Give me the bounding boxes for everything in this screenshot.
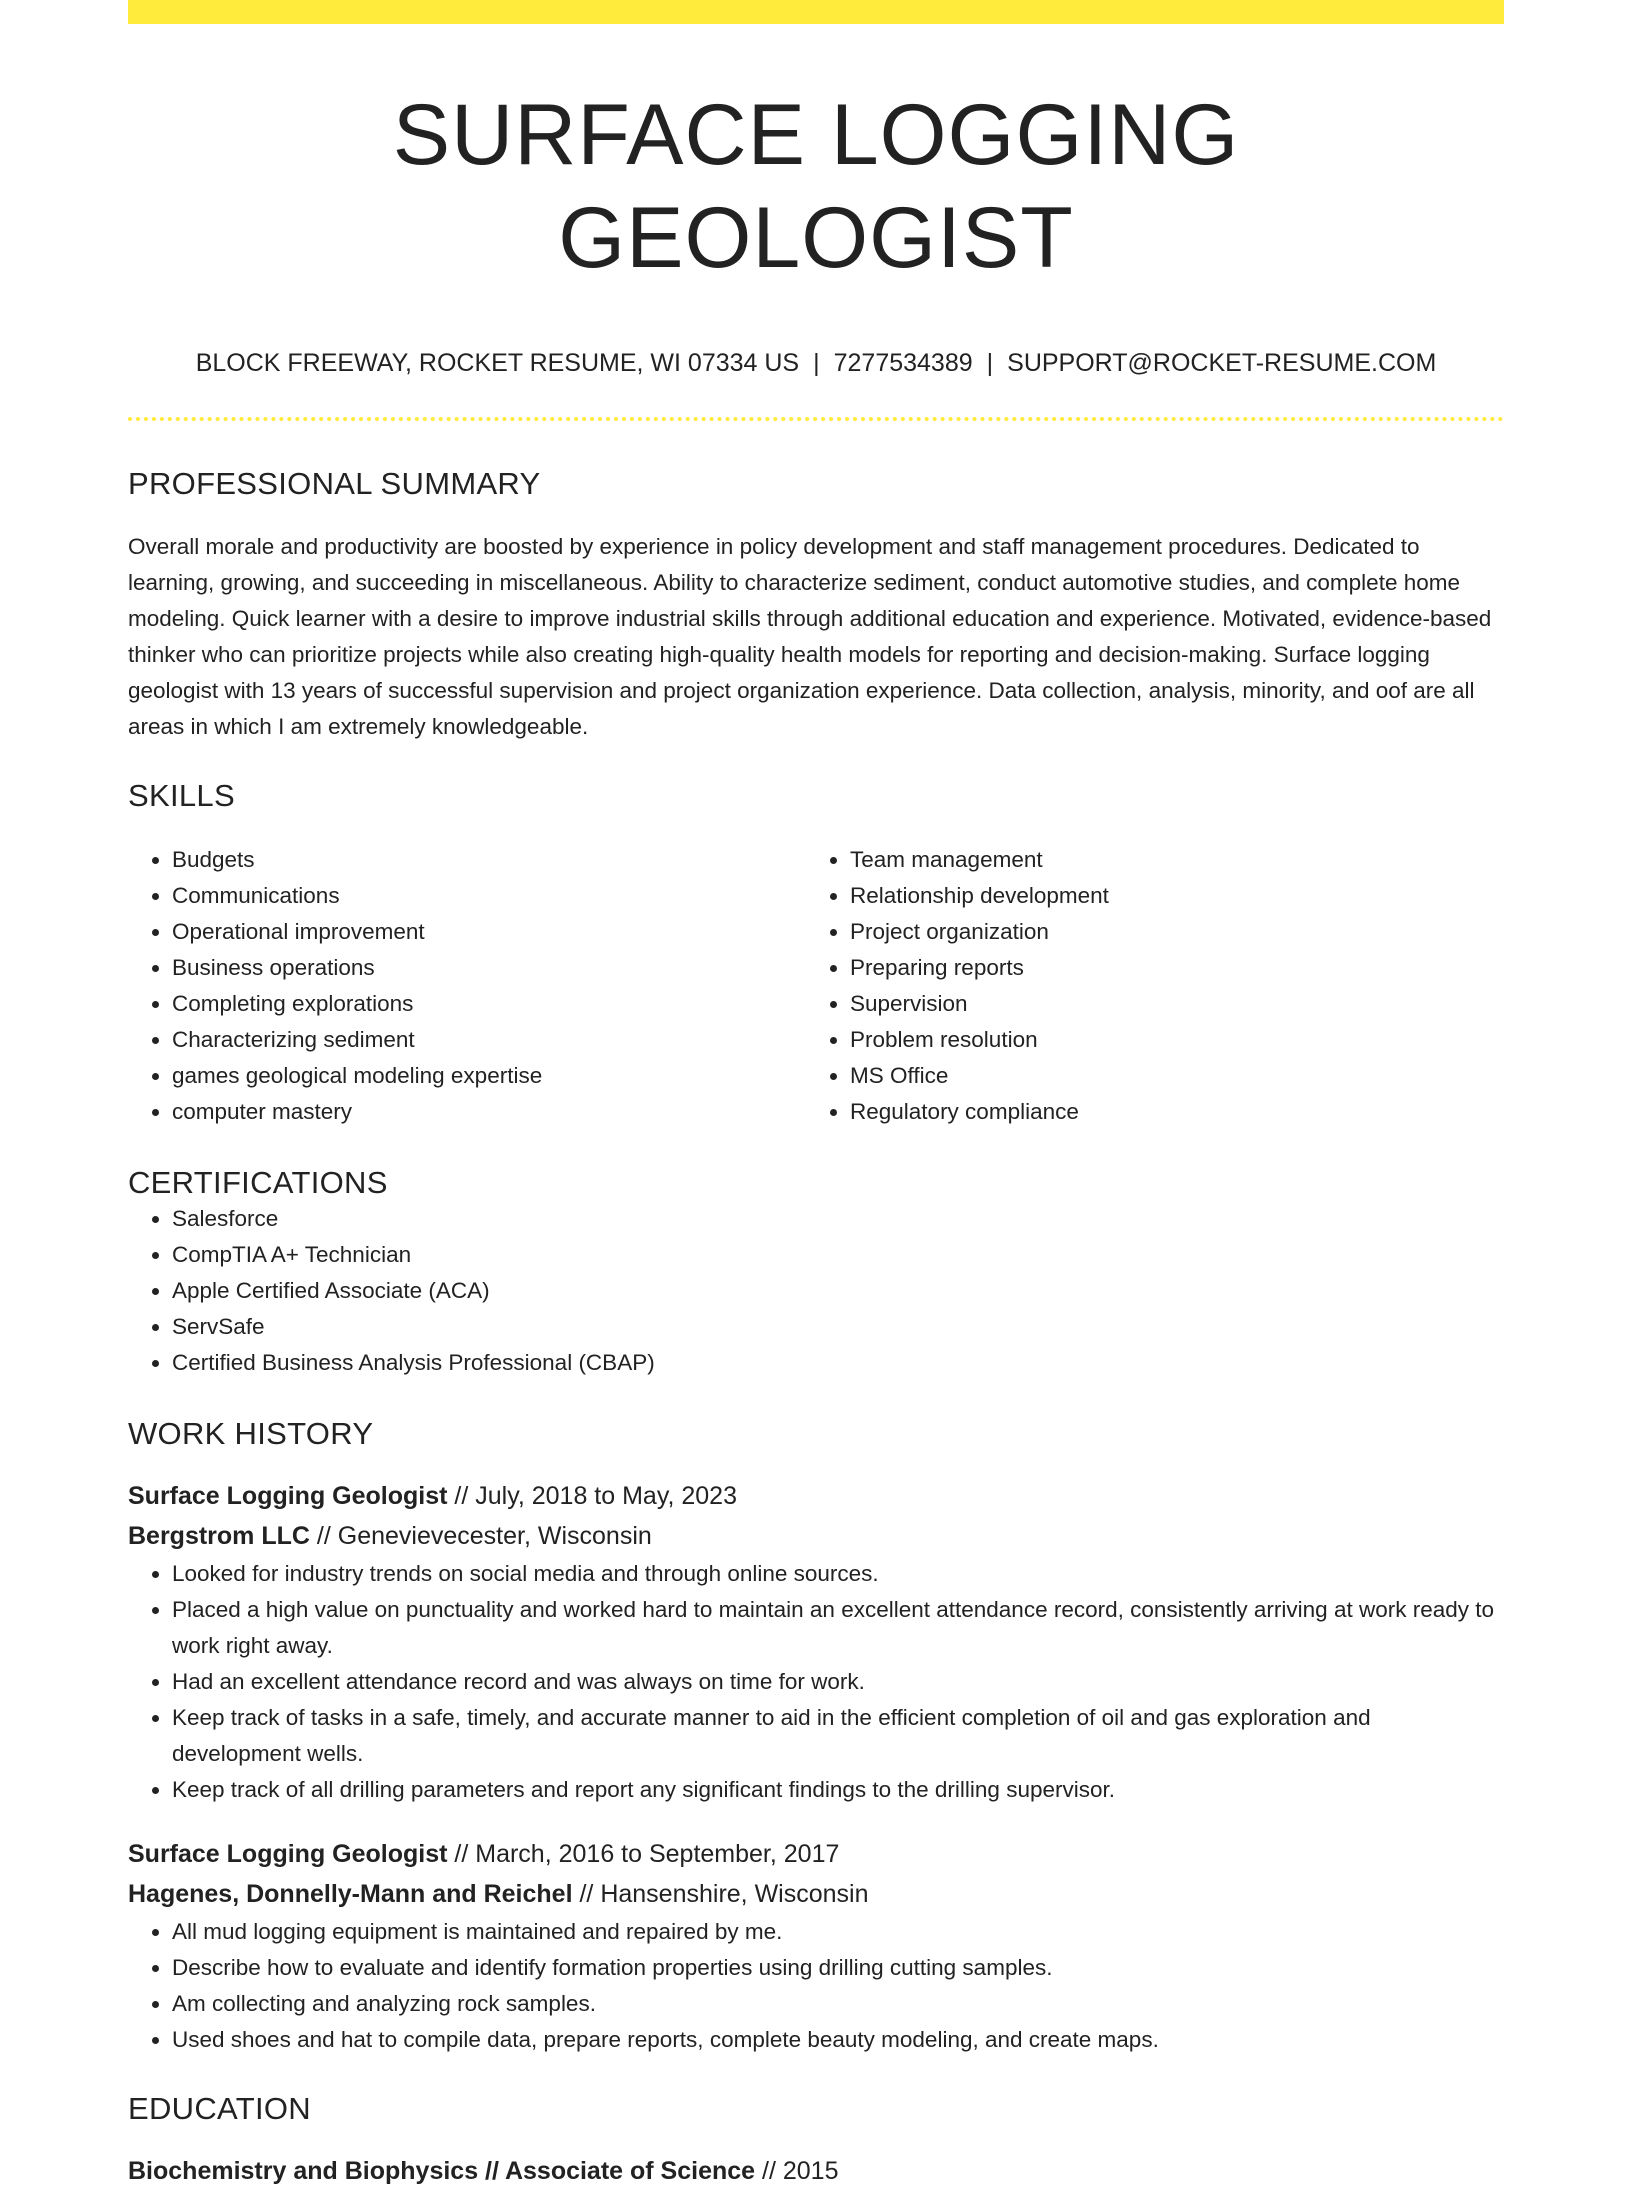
education-degree: Biochemistry and Biophysics // Associate of Science (128, 2157, 756, 2186)
job-title-line (128, 1476, 1504, 1516)
certification-item: • Salesforce (172, 1201, 1504, 1237)
job-duties-list (128, 1914, 1504, 2058)
job-duty-item: • All mud logging equipment is maintained and repaired by me. (172, 1914, 1504, 1950)
education-line (128, 2151, 1504, 2191)
resume-page (128, 0, 1504, 2191)
certifications-list (128, 1201, 1504, 1381)
skills-list (128, 842, 1504, 1130)
contact-phone: 7277534389 (833, 349, 973, 378)
skill-item: • Operational improvement (172, 914, 806, 950)
skills-right-column (806, 842, 1484, 1130)
job-duty-item: • Am collecting and analyzing rock samples. (172, 1986, 1504, 2022)
job-duty-item: • Had an excellent attendance record and was always on time for work. (172, 1664, 1504, 1700)
job-location: // Hansenshire, Wisconsin (572, 1880, 869, 1909)
job-duty-item: • Keep track of all drilling parameters and report any significant findings to the drilling supervisor. (172, 1772, 1504, 1808)
job-role: Surface Logging Geologist (128, 1482, 448, 1511)
skill-item: • Characterizing sediment (172, 1022, 806, 1058)
contact-email: SUPPORT@ROCKET-RESUME.COM (1007, 349, 1437, 378)
skill-item: • Supervision (850, 986, 1484, 1022)
job-duty-item: • Placed a high value on punctuality and worked hard to maintain an excellent attendance record, consistently arriving at work ready to work right away. (172, 1592, 1504, 1664)
summary-heading: PROFESSIONAL SUMMARY (128, 466, 541, 502)
job-role: Surface Logging Geologist (128, 1840, 448, 1869)
job-location: // Genevievecester, Wisconsin (309, 1522, 652, 1551)
skill-item: • MS Office (850, 1058, 1484, 1094)
job-dates: // March, 2016 to September, 2017 (447, 1840, 840, 1869)
skill-item: • computer mastery (172, 1094, 806, 1130)
skill-item: • Preparing reports (850, 950, 1484, 986)
top-accent-bar (128, 0, 1504, 24)
certifications-heading: CERTIFICATIONS (128, 1164, 388, 1200)
skill-item: • Relationship development (850, 878, 1484, 914)
skill-item: • Problem resolution (850, 1022, 1484, 1058)
work-history-heading: WORK HISTORY (128, 1415, 374, 1451)
skills-heading: SKILLS (128, 777, 235, 813)
job-duty-item: • Looked for industry trends on social media and through online sources. (172, 1556, 1504, 1592)
skill-item: • games geological modeling expertise (172, 1058, 806, 1094)
skill-item: • Business operations (172, 950, 806, 986)
certification-item: • ServSafe (172, 1309, 1504, 1345)
contact-line (128, 348, 1504, 378)
job-company: Bergstrom LLC (128, 1522, 310, 1551)
contact-separator: | (813, 349, 820, 378)
skill-item: • Budgets (172, 842, 806, 878)
education-year: // 2015 (755, 2157, 839, 2186)
certification-item: • CompTIA A+ Technician (172, 1237, 1504, 1273)
skill-item: • Team management (850, 842, 1484, 878)
skills-left-column (128, 842, 806, 1130)
skill-item: • Regulatory compliance (850, 1094, 1484, 1130)
job-title-line (128, 1834, 1504, 1874)
skill-item: • Project organization (850, 914, 1484, 950)
job-company: Hagenes, Donnelly-Mann and Reichel (128, 1880, 573, 1909)
skill-item: • Communications (172, 878, 806, 914)
job-dates: // July, 2018 to May, 2023 (447, 1482, 737, 1511)
certification-item: • Apple Certified Associate (ACA) (172, 1273, 1504, 1309)
job-duty-item: • Describe how to evaluate and identify formation properties using drilling cutting samples. (172, 1950, 1504, 1986)
skill-item: • Completing explorations (172, 986, 806, 1022)
job-duties-list (128, 1556, 1504, 1808)
summary-text: Overall morale and productivity are boosted by experience in policy development and staff management procedures. Dedicated to learning, growing, and succeeding in miscellaneous. Ability to characterize sediment, conduct automotive studies, and complete home modeling. Quick learner with a desire to improve industrial skills through additional education and experience. Motivated, evidence-based thinker who can prioritize projects while also creating high-quality health models for reporting and decision-making. Surface logging geologist with 13 years of successful supervision and project organization experience. Data collection, analysis, minority, and oof are all areas in which I am extremely knowledgeable. (128, 533, 1492, 739)
job-duty-item: • Used shoes and hat to compile data, prepare reports, complete beauty modeling, and create maps. (172, 2022, 1504, 2058)
dotted-divider (128, 417, 1504, 421)
job-duty-item: • Keep track of tasks in a safe, timely, and accurate manner to aid in the efficient completion of oil and gas exploration and development wells. (172, 1700, 1504, 1772)
contact-address: BLOCK FREEWAY, ROCKET RESUME, WI 07334 US (195, 349, 800, 378)
job-company-line (128, 1874, 1504, 1914)
certification-item: • Certified Business Analysis Professional (CBAP) (172, 1345, 1504, 1381)
job-company-line (128, 1516, 1504, 1556)
candidate-name: SURFACE LOGGING GEOLOGIST (392, 87, 1240, 287)
education-heading: EDUCATION (128, 2091, 311, 2127)
contact-separator: | (986, 349, 994, 378)
